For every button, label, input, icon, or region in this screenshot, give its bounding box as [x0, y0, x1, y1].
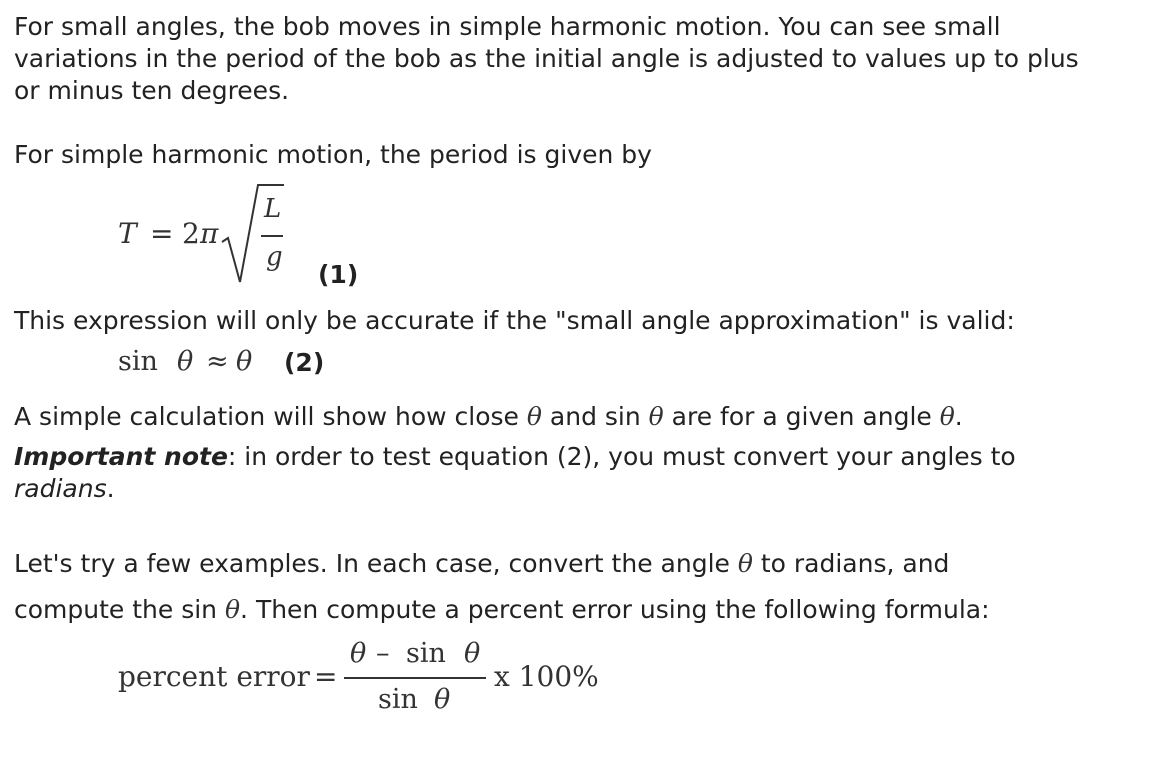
eq2-theta: θ [177, 346, 194, 377]
calc-text-1: A simple calculation will show how close [14, 402, 527, 431]
eq2-approx: ≈ [206, 346, 229, 377]
calc-text-4: . [954, 402, 963, 431]
examples-line2: compute the sin [14, 595, 225, 624]
paragraph-intro: For small angles, the bob moves in simple harmonic motion. You can see small variations in the period of the bob as the initial angle is adjusted to values up to plus or minus ten degrees. [14, 12, 1079, 105]
note-label: Important note [14, 442, 228, 471]
theta-symbol: θ [224, 595, 241, 624]
examples-line1: Let's try a few examples. In each case, convert the angle [14, 549, 738, 578]
eq1-denominator: g [266, 242, 283, 272]
eq1-coef: 2 [182, 217, 200, 250]
eq3-minus: – [376, 638, 390, 669]
note-text: : in order to test equation (2), you must convert your angles to [227, 442, 1016, 471]
eq1-fraction-bar [261, 235, 283, 237]
theta-symbol: θ [526, 402, 542, 431]
eq2-number: (2) [284, 348, 325, 377]
examples-line2-end: . Then compute a percent error using the following formula: [240, 595, 990, 624]
eq3-equals: = [314, 660, 338, 693]
equation-small-angle [118, 346, 358, 386]
paragraph-period: For simple harmonic motion, the period is given by [14, 140, 652, 169]
eq3-den-sin: sin [378, 684, 418, 715]
note-radians: radians [14, 474, 107, 503]
eq1-number: (1) [318, 260, 359, 289]
calc-text-3: are for a given angle [663, 402, 940, 431]
eq3-den-theta: θ [434, 684, 451, 715]
eq3-label: percent error [118, 660, 310, 693]
note-end: . [106, 474, 115, 503]
equation-percent-error [118, 636, 618, 720]
equation-period [116, 180, 376, 290]
eq1-numerator: L [264, 194, 282, 224]
eq3-times: x 100% [494, 660, 599, 693]
paragraph-approximation: This expression will only be accurate if the "small angle approximation" is valid: [14, 306, 1015, 335]
paragraph-calculation [14, 401, 963, 433]
eq3-fraction-bar [344, 677, 486, 679]
eq3-num-sin: sin [406, 638, 446, 669]
eq3-num-theta: θ [350, 638, 367, 669]
examples-line1-end: to radians, and [752, 549, 950, 578]
theta-symbol: θ [939, 402, 955, 431]
calc-text-2: and sin [541, 402, 649, 431]
eq2-theta-rhs: θ [236, 346, 253, 377]
theta-symbol: θ [737, 549, 753, 578]
eq2-sin: sin [118, 346, 158, 377]
eq1-lhs: T [118, 217, 137, 250]
paragraph-examples [14, 541, 990, 633]
paragraph-important-note [14, 441, 1114, 505]
theta-symbol: θ [648, 402, 664, 431]
eq1-equals: = [150, 217, 174, 250]
eq1-pi: π [200, 217, 219, 250]
eq3-num-theta2: θ [464, 638, 481, 669]
